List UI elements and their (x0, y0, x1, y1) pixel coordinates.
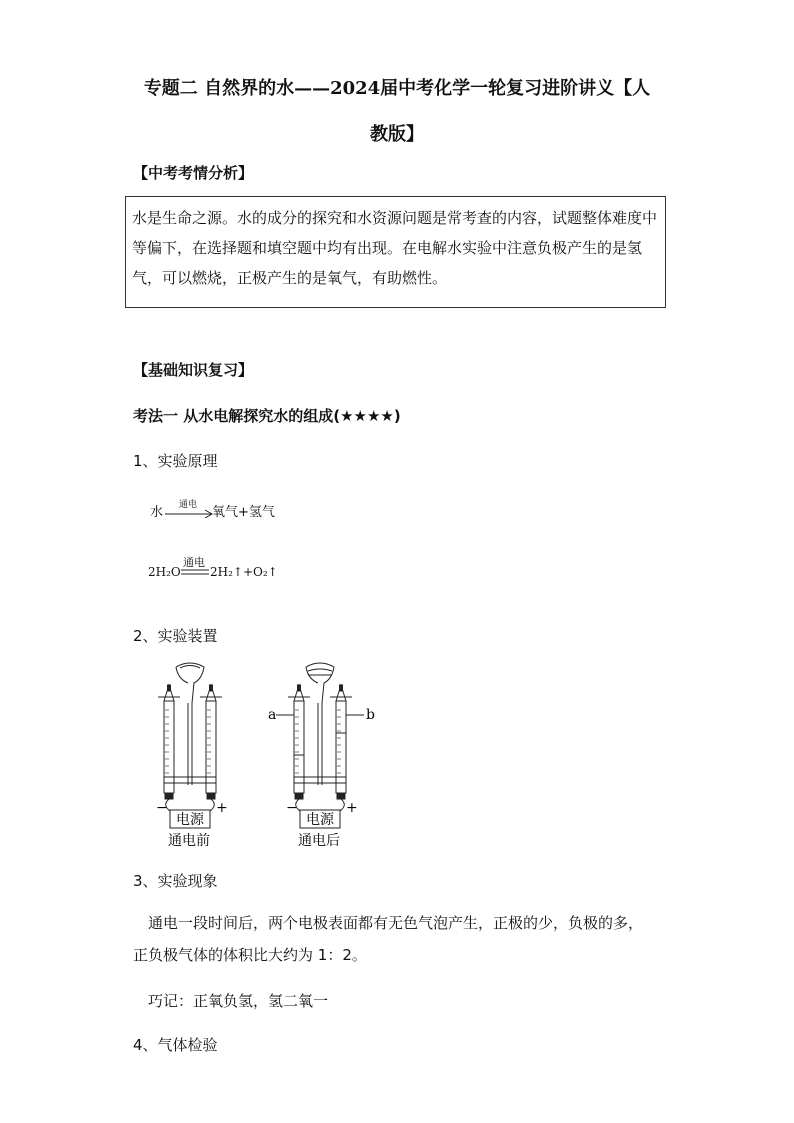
analysis-text: 水是生命之源。水的成分的探究和水资源问题是常考查的内容，试题整体难度中等偏下，在选择题和填空题中均有出现。在电解水实验中注意负极产生的是氢气，可以燃烧，正极产生的是氧气，有助燃性。 (132, 209, 658, 287)
before-caption: 通电前 (168, 833, 210, 849)
title-line-1: 专题二 自然界的水——2024届中考化学一轮复习进阶讲义【人 (143, 78, 651, 99)
after-plus-label: + (346, 800, 358, 816)
phenomenon-line-1: 通电一段时间后，两个电极表面都有无色气泡产生，正极的少，负极的多， (148, 914, 644, 932)
page-title (120, 66, 674, 158)
mnemonic: 巧记：正氧负氢，氢二氧一 (148, 992, 329, 1010)
chem-eq-reactant: 2H₂O (148, 565, 181, 579)
label-a: a (268, 707, 277, 723)
word-equation (150, 500, 290, 522)
before-plus-label: + (216, 800, 228, 816)
label-b: b (366, 707, 375, 723)
item-4-heading: 4、气体检验 (133, 1036, 218, 1054)
chem-eq-products: 2H₂↑+O₂↑ (210, 565, 278, 579)
word-eq-reactant: 水 (150, 505, 164, 520)
before-minus-label: − (156, 800, 168, 816)
title-line-2: 教版】 (370, 124, 424, 145)
method1-heading: 考法一 从水电解探究水的组成(★★★★) (133, 407, 401, 425)
review-heading: 【基础知识复习】 (133, 361, 254, 379)
analysis-heading: 【中考考情分析】 (133, 164, 254, 182)
analysis-box (125, 196, 666, 308)
item-1-heading: 1、实验原理 (133, 452, 218, 470)
before-power-label: 电源 (176, 812, 204, 828)
after-caption: 通电后 (298, 833, 340, 849)
chemical-equation (148, 555, 298, 585)
electrolysis-apparatus-diagram (140, 655, 400, 855)
word-eq-condition: 通电 (179, 500, 198, 510)
after-minus-label: − (286, 800, 298, 816)
after-power-label: 电源 (306, 812, 334, 828)
item-2-heading: 2、实验装置 (133, 627, 218, 645)
phenomenon-line-2: 正负极气体的体积比大约为 1：2。 (133, 946, 367, 964)
word-eq-arrow (165, 506, 215, 518)
chem-eq-equals (181, 567, 211, 577)
chem-eq-condition: 通电 (183, 556, 205, 569)
word-eq-products: 氧气+氢气 (212, 505, 275, 520)
item-3-heading: 3、实验现象 (133, 872, 218, 890)
